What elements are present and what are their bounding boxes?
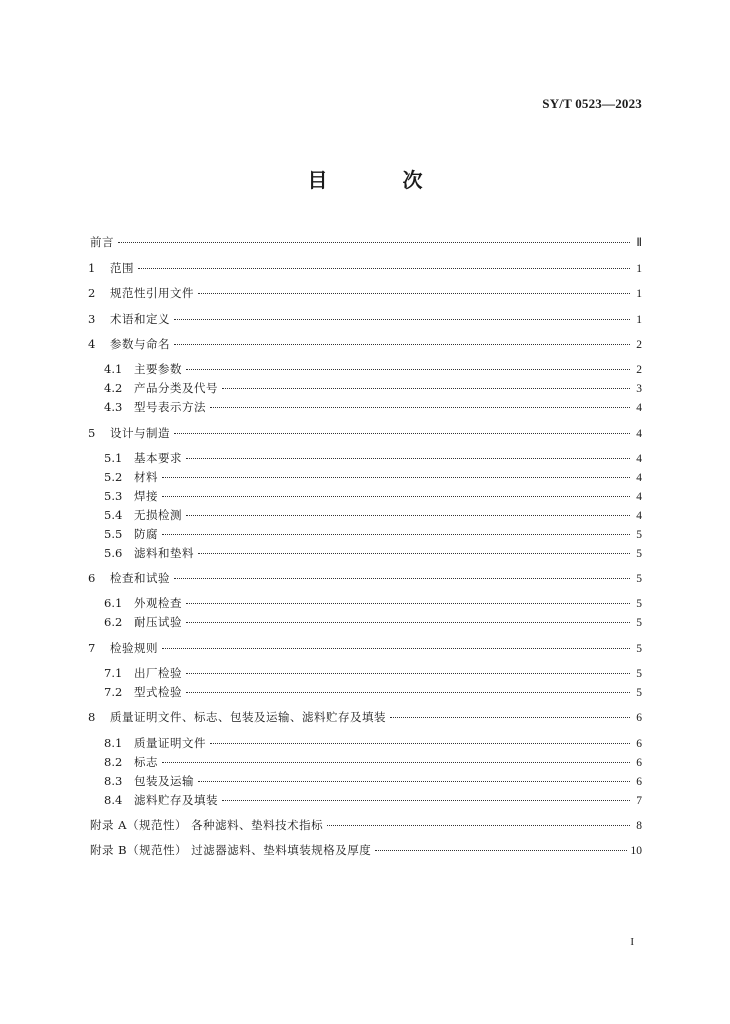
toc-entry[interactable]: [88, 259, 642, 277]
toc-entry-number: 8.2: [104, 755, 123, 769]
toc-entry[interactable]: [88, 233, 642, 251]
toc-entry-title: 型号表示方法: [134, 400, 206, 414]
toc-entry[interactable]: [88, 708, 642, 726]
toc-entry-title: 材料: [134, 470, 158, 484]
dot-leader: [186, 692, 630, 693]
toc-entry-number: 8.1: [104, 736, 123, 750]
toc-entry-number: 8.4: [104, 793, 123, 807]
toc-entry[interactable]: [88, 424, 642, 442]
toc-entry[interactable]: [88, 639, 642, 657]
toc-entry[interactable]: [104, 525, 642, 543]
toc-entry-page: 5: [636, 617, 642, 629]
toc-entry-number: 5.4: [104, 508, 123, 522]
toc-entry-page: Ⅱ: [636, 237, 642, 249]
toc-entry-number: 2: [88, 286, 96, 300]
toc-entry-title: 前言: [90, 235, 114, 249]
toc-entry-number: 5.3: [104, 489, 123, 503]
dot-leader: [222, 800, 630, 801]
toc-entry[interactable]: [104, 379, 642, 397]
dot-leader: [162, 496, 630, 497]
toc-entry[interactable]: [104, 664, 642, 682]
toc-entry-number: 7.2: [104, 685, 123, 699]
toc-entry-page: 5: [636, 548, 642, 560]
dot-leader: [138, 268, 630, 269]
dot-leader: [186, 622, 630, 623]
toc-entry[interactable]: [88, 284, 642, 302]
toc-entry-number: 5.5: [104, 527, 123, 541]
toc-entry-page: 4: [636, 428, 642, 440]
dot-leader: [222, 388, 630, 389]
toc-entry[interactable]: [88, 816, 642, 834]
dot-leader: [162, 648, 630, 649]
toc-entry-title: 外观检查: [134, 596, 182, 610]
toc-entry[interactable]: [88, 569, 642, 587]
toc-entry-number: 4.1: [104, 362, 123, 376]
toc-entry-page: 4: [636, 402, 642, 414]
dot-leader: [174, 344, 630, 345]
toc-entry[interactable]: [104, 594, 642, 612]
toc-entry[interactable]: [104, 544, 642, 562]
toc-entry-number: 8: [88, 710, 96, 724]
toc-entry-title: 标志: [134, 755, 158, 769]
dot-leader: [327, 825, 630, 826]
dot-leader: [162, 762, 630, 763]
toc-entry[interactable]: [88, 310, 642, 328]
toc-entry-title: 附录 A（规范性） 各种滤料、垫料技术指标: [90, 818, 324, 832]
toc-entry-page: 6: [636, 712, 642, 724]
toc-entry-title: 范围: [110, 261, 134, 275]
toc-entry-title: 产品分类及代号: [134, 381, 218, 395]
dot-leader: [174, 578, 630, 579]
dot-leader: [210, 743, 630, 744]
toc-entry-number: 8.3: [104, 774, 123, 788]
toc-entry-page: 10: [630, 845, 642, 857]
toc-entry-number: 4.2: [104, 381, 123, 395]
toc-entry[interactable]: [88, 841, 642, 859]
toc-entry-number: 4: [88, 337, 96, 351]
toc-entry-title: 主要参数: [134, 362, 182, 376]
toc-title: 目 次: [307, 168, 457, 192]
toc-entry-page: 5: [636, 643, 642, 655]
dot-leader: [174, 433, 630, 434]
toc-entry-number: 5.2: [104, 470, 123, 484]
toc-entry-number: 6.1: [104, 596, 123, 610]
toc-entry-number: 1: [88, 261, 96, 275]
toc-entry-number: 7: [88, 641, 96, 655]
toc-entry-title: 焊接: [134, 489, 158, 503]
toc-entry[interactable]: [88, 335, 642, 353]
toc-entry-page: 5: [636, 687, 642, 699]
toc-entry[interactable]: [104, 487, 642, 505]
toc-entry-number: 3: [88, 312, 96, 326]
toc-entry[interactable]: [104, 753, 642, 771]
toc-entry-page: 5: [636, 529, 642, 541]
dot-leader: [162, 477, 630, 478]
standard-code: SY/T 0523—2023: [542, 96, 642, 111]
dot-leader: [198, 553, 630, 554]
toc-entry-title: 术语和定义: [110, 312, 170, 326]
toc-entry-page: 2: [636, 364, 642, 376]
toc-entry-page: 5: [636, 573, 642, 585]
toc-entry-title: 滤料和垫料: [134, 546, 194, 560]
dot-leader: [186, 515, 630, 516]
toc-entry-title: 质量证明文件、标志、包装及运输、滤料贮存及填装: [110, 710, 386, 724]
toc-entry[interactable]: [104, 683, 642, 701]
dot-leader: [186, 603, 630, 604]
toc-entry-title: 参数与命名: [110, 337, 170, 351]
toc-entry-title: 型式检验: [134, 685, 182, 699]
toc-entry[interactable]: [104, 772, 642, 790]
toc-entry-title: 无损检测: [134, 508, 182, 522]
toc-entry-page: 4: [636, 491, 642, 503]
toc-entry-title: 检验规则: [110, 641, 158, 655]
toc-entry-number: 5.6: [104, 546, 123, 560]
dot-leader: [162, 534, 630, 535]
dot-leader: [186, 673, 630, 674]
toc-entry-title: 质量证明文件: [134, 736, 206, 750]
toc-entry-number: 5.1: [104, 451, 123, 465]
toc-entry-page: 1: [636, 288, 642, 300]
toc-entry[interactable]: [104, 468, 642, 486]
toc-entry[interactable]: [104, 449, 642, 467]
toc-entry-page: 1: [636, 263, 642, 275]
toc-entry-number: 4.3: [104, 400, 123, 414]
toc-entry-page: 2: [636, 339, 642, 351]
toc-entry-page: 4: [636, 510, 642, 522]
toc-entry-title: 检查和试验: [110, 571, 170, 585]
dot-leader: [174, 319, 630, 320]
toc-entry-title: 包装及运输: [134, 774, 194, 788]
toc-entry[interactable]: [104, 613, 642, 631]
toc-entry-title: 防腐: [134, 527, 158, 541]
toc-entry-title: 出厂检验: [134, 666, 182, 680]
toc-entry[interactable]: [104, 734, 642, 752]
toc-entry[interactable]: [104, 360, 642, 378]
toc-entry-page: 8: [636, 820, 642, 832]
toc-entry[interactable]: [104, 398, 642, 416]
toc-entry-page: 3: [636, 383, 642, 395]
dot-leader: [198, 781, 630, 782]
toc-entry-number: 5: [88, 426, 96, 440]
dot-leader: [210, 407, 630, 408]
toc-entry-title: 耐压试验: [134, 615, 182, 629]
dot-leader: [186, 458, 630, 459]
toc-entry-title: 设计与制造: [110, 426, 170, 440]
toc-entry-page: 7: [636, 795, 642, 807]
dot-leader: [375, 850, 626, 851]
dot-leader: [118, 242, 630, 243]
toc-entry-title: 附录 B（规范性） 过滤器滤料、垫料填装规格及厚度: [90, 843, 372, 857]
dot-leader: [198, 293, 630, 294]
dot-leader: [390, 717, 630, 718]
toc-entry-number: 7.1: [104, 666, 123, 680]
toc-entry-title: 滤料贮存及填装: [134, 793, 218, 807]
toc-entry-title: 规范性引用文件: [110, 286, 194, 300]
toc-entry-title: 基本要求: [134, 451, 182, 465]
toc-entry-page: 4: [636, 472, 642, 484]
toc-entry-page: 6: [636, 757, 642, 769]
toc-entry-page: 4: [636, 453, 642, 465]
toc-entry-number: 6.2: [104, 615, 123, 629]
toc-entry-page: 5: [636, 598, 642, 610]
toc-entry[interactable]: [104, 506, 642, 524]
toc-entry-page: 1: [636, 314, 642, 326]
toc-entry[interactable]: [104, 791, 642, 809]
footer-page-number: I: [630, 936, 634, 948]
toc-entry-page: 5: [636, 668, 642, 680]
toc-entry-page: 6: [636, 776, 642, 788]
toc-entry-page: 6: [636, 738, 642, 750]
dot-leader: [186, 369, 630, 370]
toc-entry-number: 6: [88, 571, 96, 585]
